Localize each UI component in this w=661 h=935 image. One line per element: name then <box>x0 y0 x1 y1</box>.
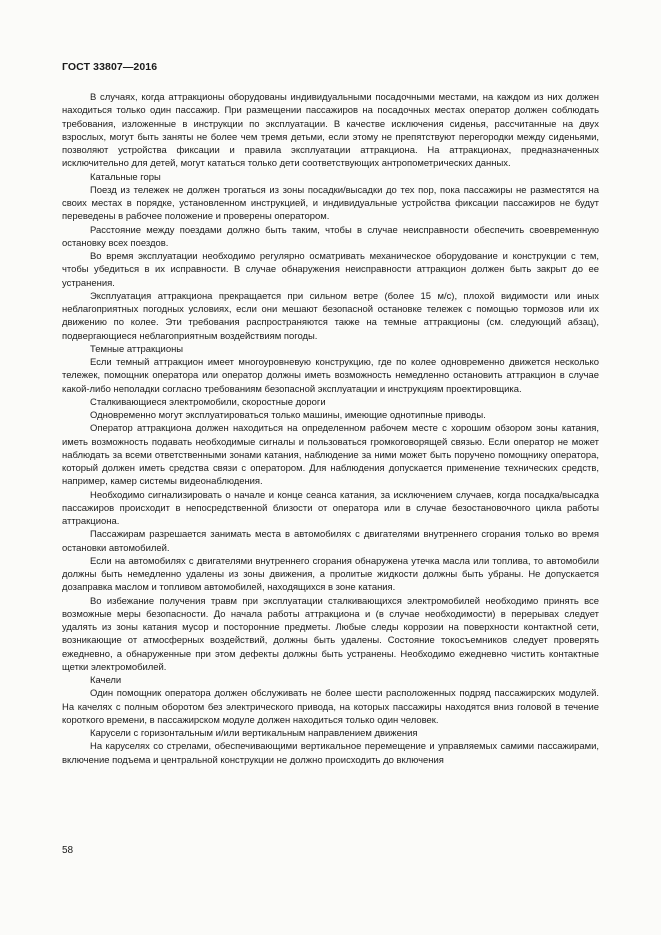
section-heading: Сталкивающиеся электромобили, скоростные дороги <box>90 396 326 408</box>
page-number: 58 <box>62 845 74 856</box>
paragraph: Если темный аттракцион имеет многоуровневую конструкцию, где по колее одновременно движется несколько тележек, помощник оператора или оператор должны иметь возможность немедленно остановить аттракцион в случае какой-либо неполадки согласно требованиям безопасной эксплуатации и инструкциям проектировщика. <box>62 357 599 395</box>
paragraph: Расстояние между поездами должно быть таким, чтобы в случае неисправности обеспечить своевременную остановку всех поездов. <box>62 224 599 249</box>
paragraph: Если на автомобилях с двигателями внутреннего сгорания обнаружена утечка масла или топлива, то автомобили должны быть немедленно удалены из зоны движения, а пролитые жидкости должны быть убраны. Не допускается дозаправка маслом и топливом автомобилей, находящихся в зоне катания. <box>62 555 599 594</box>
section-heading: Качели <box>90 675 122 686</box>
paragraph: Одновременно могут эксплуатироваться только машины, имеющие однотипные приводы. <box>90 410 486 421</box>
section-heading: Катальные горы <box>90 171 161 183</box>
standard-header: ГОСТ 33807—2016 <box>62 61 158 73</box>
section-heading: Темные аттракционы <box>90 343 184 355</box>
paragraph: Пассажирам разрешается занимать места в автомобилях с двигателями внутреннего сгорания только во время остановки автомобилей. <box>62 529 599 554</box>
section-heading: Карусели с горизонтальным и/или вертикальным направлением движения <box>90 728 418 739</box>
document-body <box>62 91 599 767</box>
paragraph: Один помощник оператора должен обслуживать не более шести расположенных подряд пассажирских модулей. На качелях с полным оборотом без электрического привода, на которых пассажиры находятся вниз головой в течение короткого времени, в пассажирском модуле должен находиться только один человек. <box>62 688 599 726</box>
paragraph: На каруселях со стрелами, обеспечивающими вертикальное перемещение и управляемых самими пассажирами, включение подъема и центральной конструкции не должно происходить до включения <box>62 741 599 766</box>
paragraph: Эксплуатация аттракциона прекращается при сильном ветре (более 15 м/с), плохой видимости или иных неблагоприятных погодных условиях, если они мешают безопасной остановке тележек с помощью тормозов или их движению по колее. Эти требования распространяются также на темные аттракционы (см. следующий абзац), подвергающиеся неблагоприятным воздействиям погоды. <box>62 290 599 342</box>
paragraph: Поезд из тележек не должен трогаться из зоны посадки/высадки до тех пор, пока пассажиры не разместятся на своих местах в порядке, установленном инструкцией, и индивидуальные устройства фиксации пассажиров не будут переведены в рабочее положение и проверены оператором. <box>62 184 599 223</box>
paragraph: Необходимо сигнализировать о начале и конце сеанса катания, за исключением случаев, когда посадка/высадка пассажиров происходит в непосредственной близости от оператора или в случае безостановочного цикла работы аттракциона. <box>62 489 599 527</box>
paragraph: В случаях, когда аттракционы оборудованы индивидуальными посадочными местами, на каждом из них должен находиться только один пассажир. При размещении пассажиров на посадочных местах оператор должен соблюдать требования, изложенные в инструкции по эксплуатации. В качестве исключения сиденья, рассчитанные на двух взрослых, могут быть заняты не более чем тремя детьми, если этому не препятствуют перегородки между сиденьями, позволяют устройства фиксации и правила эксплуатации аттракциона. На аттракционах, предназначенных исключительно для детей, могут кататься только дети соответствующих антропометрических данных. <box>62 92 599 170</box>
paragraph: Во время эксплуатации необходимо регулярно осматривать механическое оборудование и конструкции с тем, чтобы убедиться в их исправности. В случае обнаружения неисправности аттракцион должен быть закрыт до ее устранения. <box>62 251 599 289</box>
paragraph: Во избежание получения травм при эксплуатации сталкивающихся электромобилей необходимо принять все возможные меры безопасности. До начала работы аттракциона и (в случае необходимости) в перерывах следует удалять из зоны катания мусор и посторонние предметы. Любые следы коррозии на поверхности контактной сети, возникающие от атмосферных воздействий, должны быть удалены. Состояние токосъемников следует проверять ежедневно, а обнаруженные при этом дефекты должны быть устранены. Необходимо ежедневно чистить контактные щетки электромобилей. <box>62 595 599 673</box>
paragraph: Оператор аттракциона должен находиться на определенном рабочем месте с хорошим обзором зоны катания, иметь возможность подавать необходимые сигналы и пользоваться громкоговорящей связью. Если оператор не может наблюдать за всеми ответственными зонами катания, наблюдение за ними может быть поручено помощнику оператора, который должен иметь средства связи с оператором. Для наблюдения допускается применение технических средств, например, камер системы видеонаблюдения. <box>62 423 599 488</box>
